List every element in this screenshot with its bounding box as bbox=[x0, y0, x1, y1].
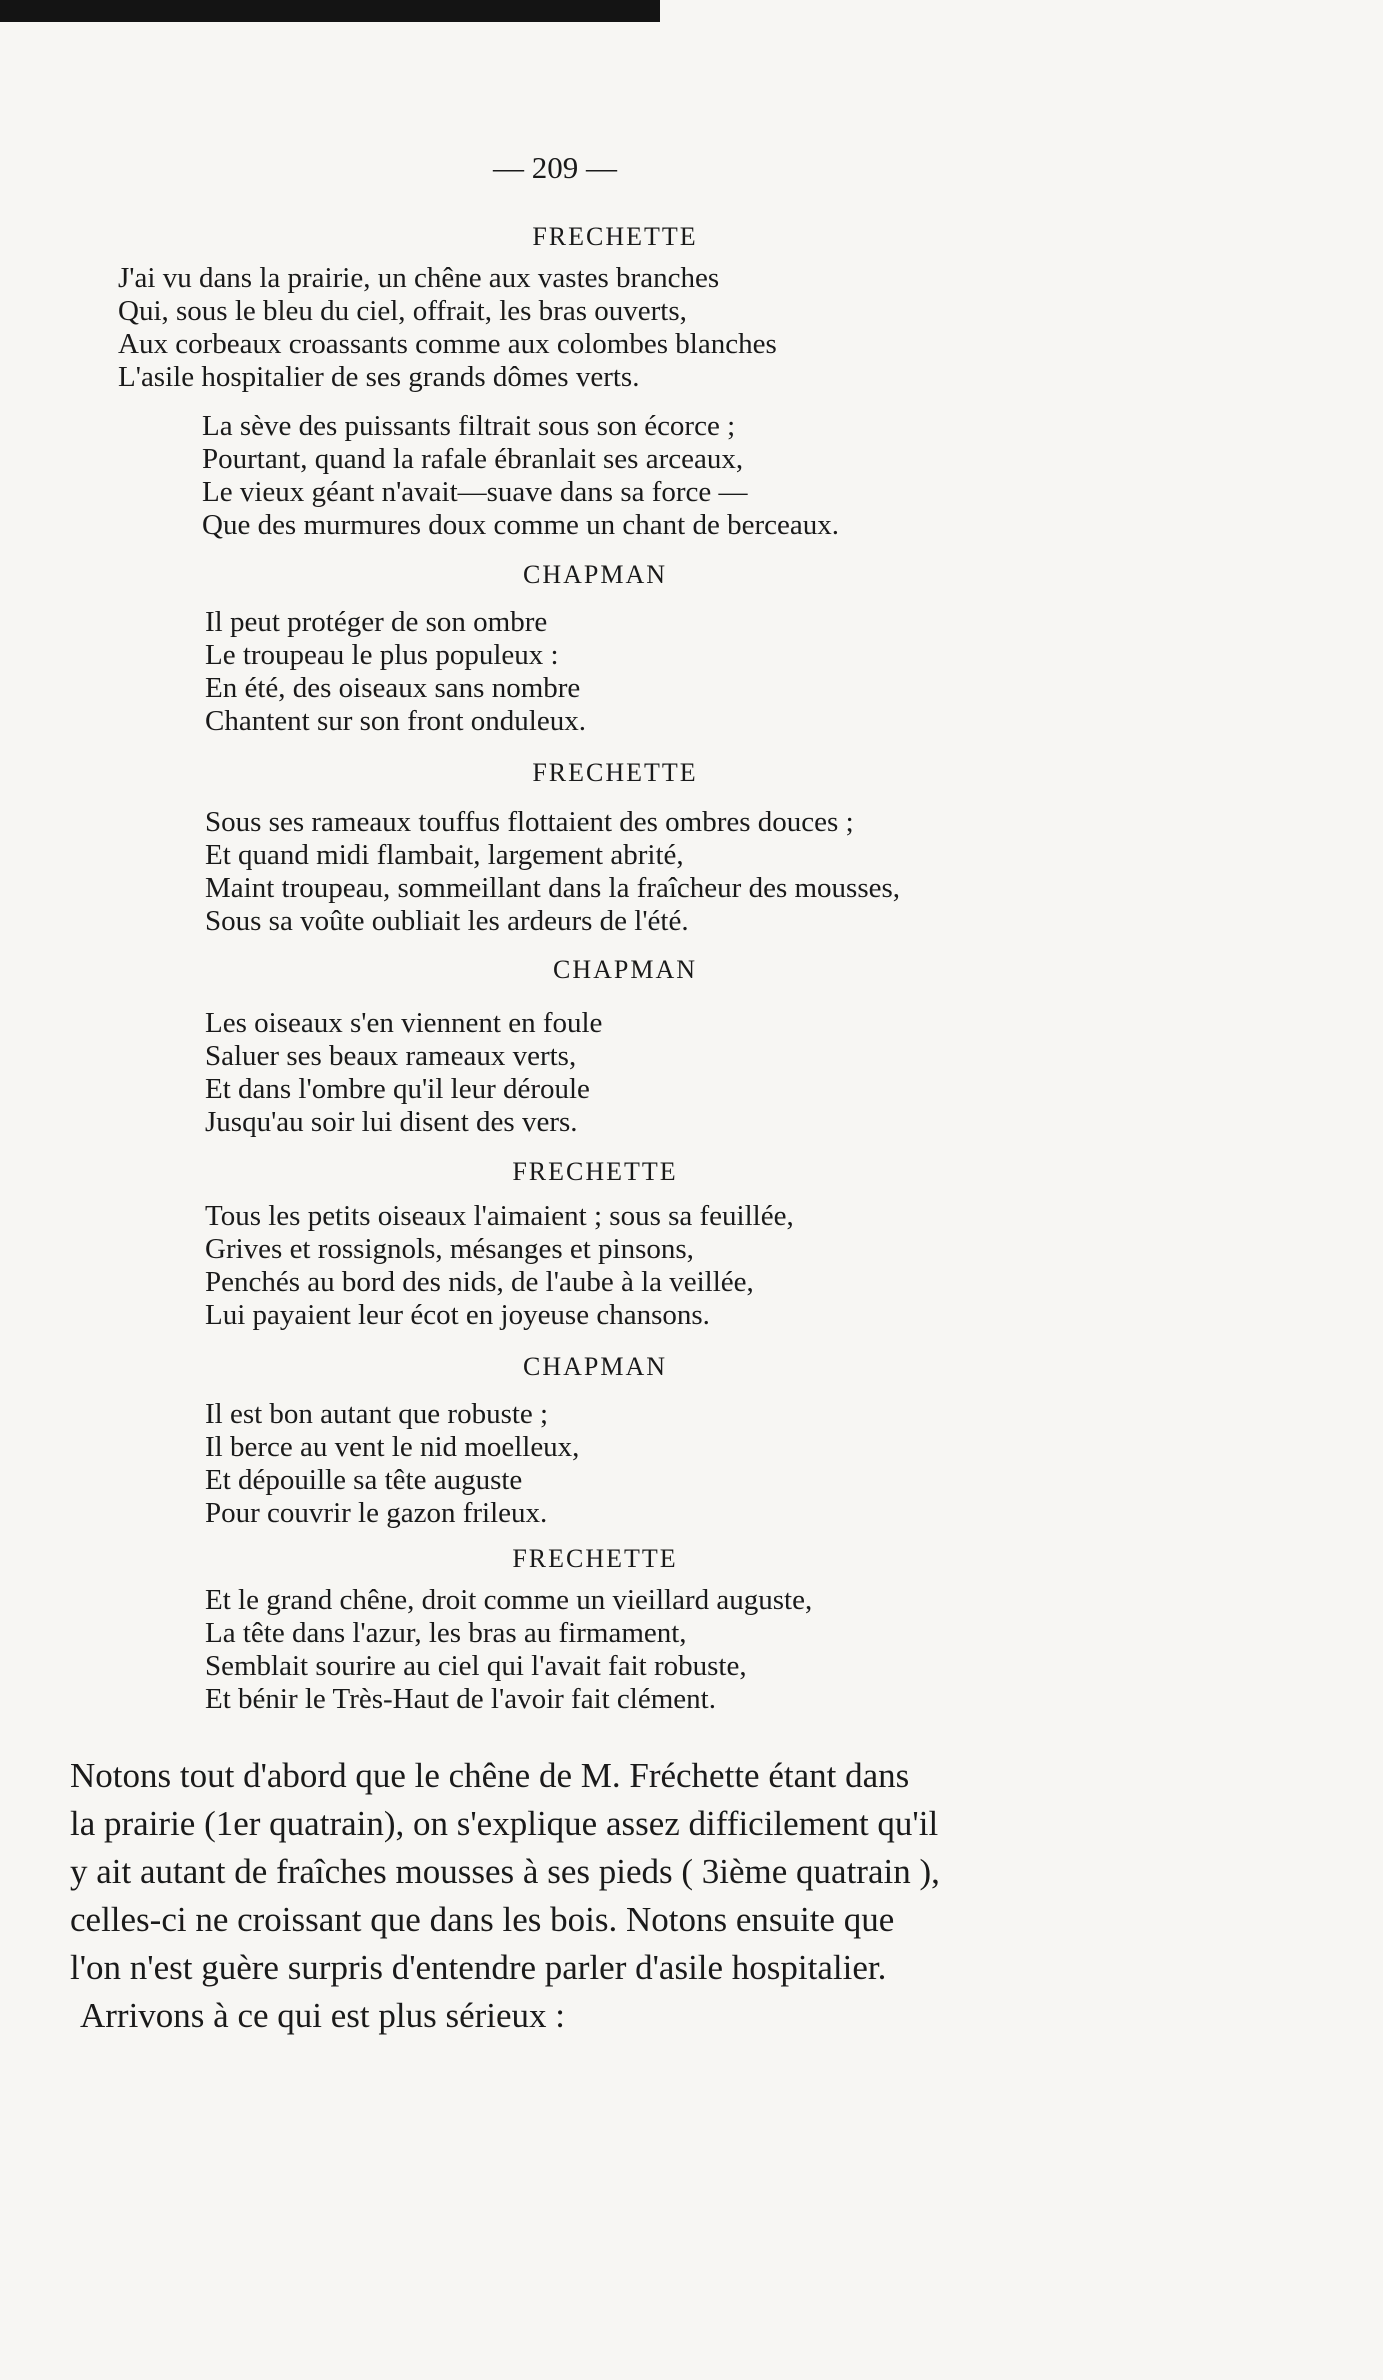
commentary-paragraph: Arrivons à ce qui est plus sérieux : bbox=[80, 1996, 566, 2035]
speaker-label: FRECHETTE bbox=[512, 1157, 678, 1186]
verse-line: La sève des puissants filtrait sous son écorce ; bbox=[202, 410, 736, 442]
prose-line: y ait autant de fraîches mousses à ses pieds ( 3ième quatrain ), bbox=[70, 1852, 940, 1891]
verse-line: Lui payaient leur écot en joyeuse chansons. bbox=[205, 1299, 710, 1331]
verse-line: La tête dans l'azur, les bras au firmament, bbox=[205, 1617, 687, 1649]
stanza bbox=[205, 806, 900, 938]
speaker-label: CHAPMAN bbox=[522, 560, 668, 589]
verse-line: Le vieux géant n'avait—suave dans sa force — bbox=[202, 476, 748, 508]
verse-line: En été, des oiseaux sans nombre bbox=[205, 672, 581, 704]
prose-line: Notons tout d'abord que le chêne de M. Fréchette étant dans bbox=[70, 1756, 910, 1795]
verse-line: Et dans l'ombre qu'il leur déroule bbox=[205, 1073, 590, 1105]
verse-line: L'asile hospitalier de ses grands dômes verts. bbox=[118, 361, 640, 393]
stanza bbox=[205, 1584, 812, 1716]
verse-line: Grives et rossignols, mésanges et pinsons, bbox=[205, 1233, 694, 1265]
speaker-label: FRECHETTE bbox=[532, 758, 698, 787]
verse-line: Penchés au bord des nids, de l'aube à la veillée, bbox=[205, 1266, 754, 1298]
page-number: — 209 — bbox=[493, 150, 617, 185]
verse-line: Maint troupeau, sommeillant dans la fraîcheur des mousses, bbox=[205, 872, 901, 904]
verse-line: Les oiseaux s'en viennent en foule bbox=[205, 1007, 603, 1039]
verse-line: Sous ses rameaux touffus flottaient des ombres douces ; bbox=[205, 806, 854, 838]
stanza bbox=[205, 1398, 579, 1530]
verse-line: Pour couvrir le gazon frileux. bbox=[205, 1497, 548, 1529]
verse-line: Que des murmures doux comme un chant de berceaux. bbox=[202, 509, 839, 541]
verse-line: Et bénir le Très-Haut de l'avoir fait clément. bbox=[205, 1683, 716, 1715]
verse-line: Tous les petits oiseaux l'aimaient ; sous sa feuillée, bbox=[205, 1200, 794, 1232]
verse-line: Il peut protéger de son ombre bbox=[205, 606, 548, 638]
verse-line: Il est bon autant que robuste ; bbox=[205, 1398, 549, 1430]
verse-line: Et quand midi flambait, largement abrité, bbox=[205, 839, 684, 871]
stanza bbox=[205, 1200, 794, 1332]
prose-line: l'on n'est guère surpris d'entendre parler d'asile hospitalier. bbox=[70, 1948, 887, 1987]
verse-line: Pourtant, quand la rafale ébranlait ses arceaux, bbox=[202, 443, 744, 475]
verse-line: Aux corbeaux croassants comme aux colombes blanches bbox=[118, 328, 777, 360]
speaker-label: FRECHETTE bbox=[512, 1544, 678, 1573]
verse-line: J'ai vu dans la prairie, un chêne aux vastes branches bbox=[118, 262, 720, 294]
verse-line: Le troupeau le plus populeux : bbox=[205, 639, 559, 671]
verse-line: Sous sa voûte oubliait les ardeurs de l'été. bbox=[205, 905, 689, 937]
verse-line: Et le grand chêne, droit comme un vieillard auguste, bbox=[205, 1584, 813, 1616]
verse-line: Et dépouille sa tête auguste bbox=[205, 1464, 523, 1496]
stanza bbox=[205, 606, 586, 738]
prose-line: la prairie (1er quatrain), on s'explique assez difficilement qu'il bbox=[70, 1804, 939, 1843]
verse-line: Chantent sur son front onduleux. bbox=[205, 705, 586, 737]
verse-line: Qui, sous le bleu du ciel, offrait, les bras ouverts, bbox=[118, 295, 687, 327]
stanza bbox=[205, 1007, 602, 1139]
speaker-label: CHAPMAN bbox=[552, 955, 698, 984]
commentary-paragraph bbox=[70, 1752, 1105, 1992]
commentary bbox=[70, 1752, 1105, 2040]
speaker-label: FRECHETTE bbox=[532, 222, 698, 251]
verse-line: Semblait sourire au ciel qui l'avait fait robuste, bbox=[205, 1650, 747, 1682]
prose-line: celles-ci ne croissant que dans les bois. Notons ensuite que bbox=[70, 1900, 895, 1939]
stanza bbox=[202, 410, 839, 542]
speaker-label: CHAPMAN bbox=[522, 1352, 668, 1381]
verse-line: Il berce au vent le nid moelleux, bbox=[205, 1431, 580, 1463]
verse-line: Jusqu'au soir lui disent des vers. bbox=[205, 1106, 578, 1138]
stanza bbox=[118, 262, 777, 394]
verse-line: Saluer ses beaux rameaux verts, bbox=[205, 1040, 577, 1072]
